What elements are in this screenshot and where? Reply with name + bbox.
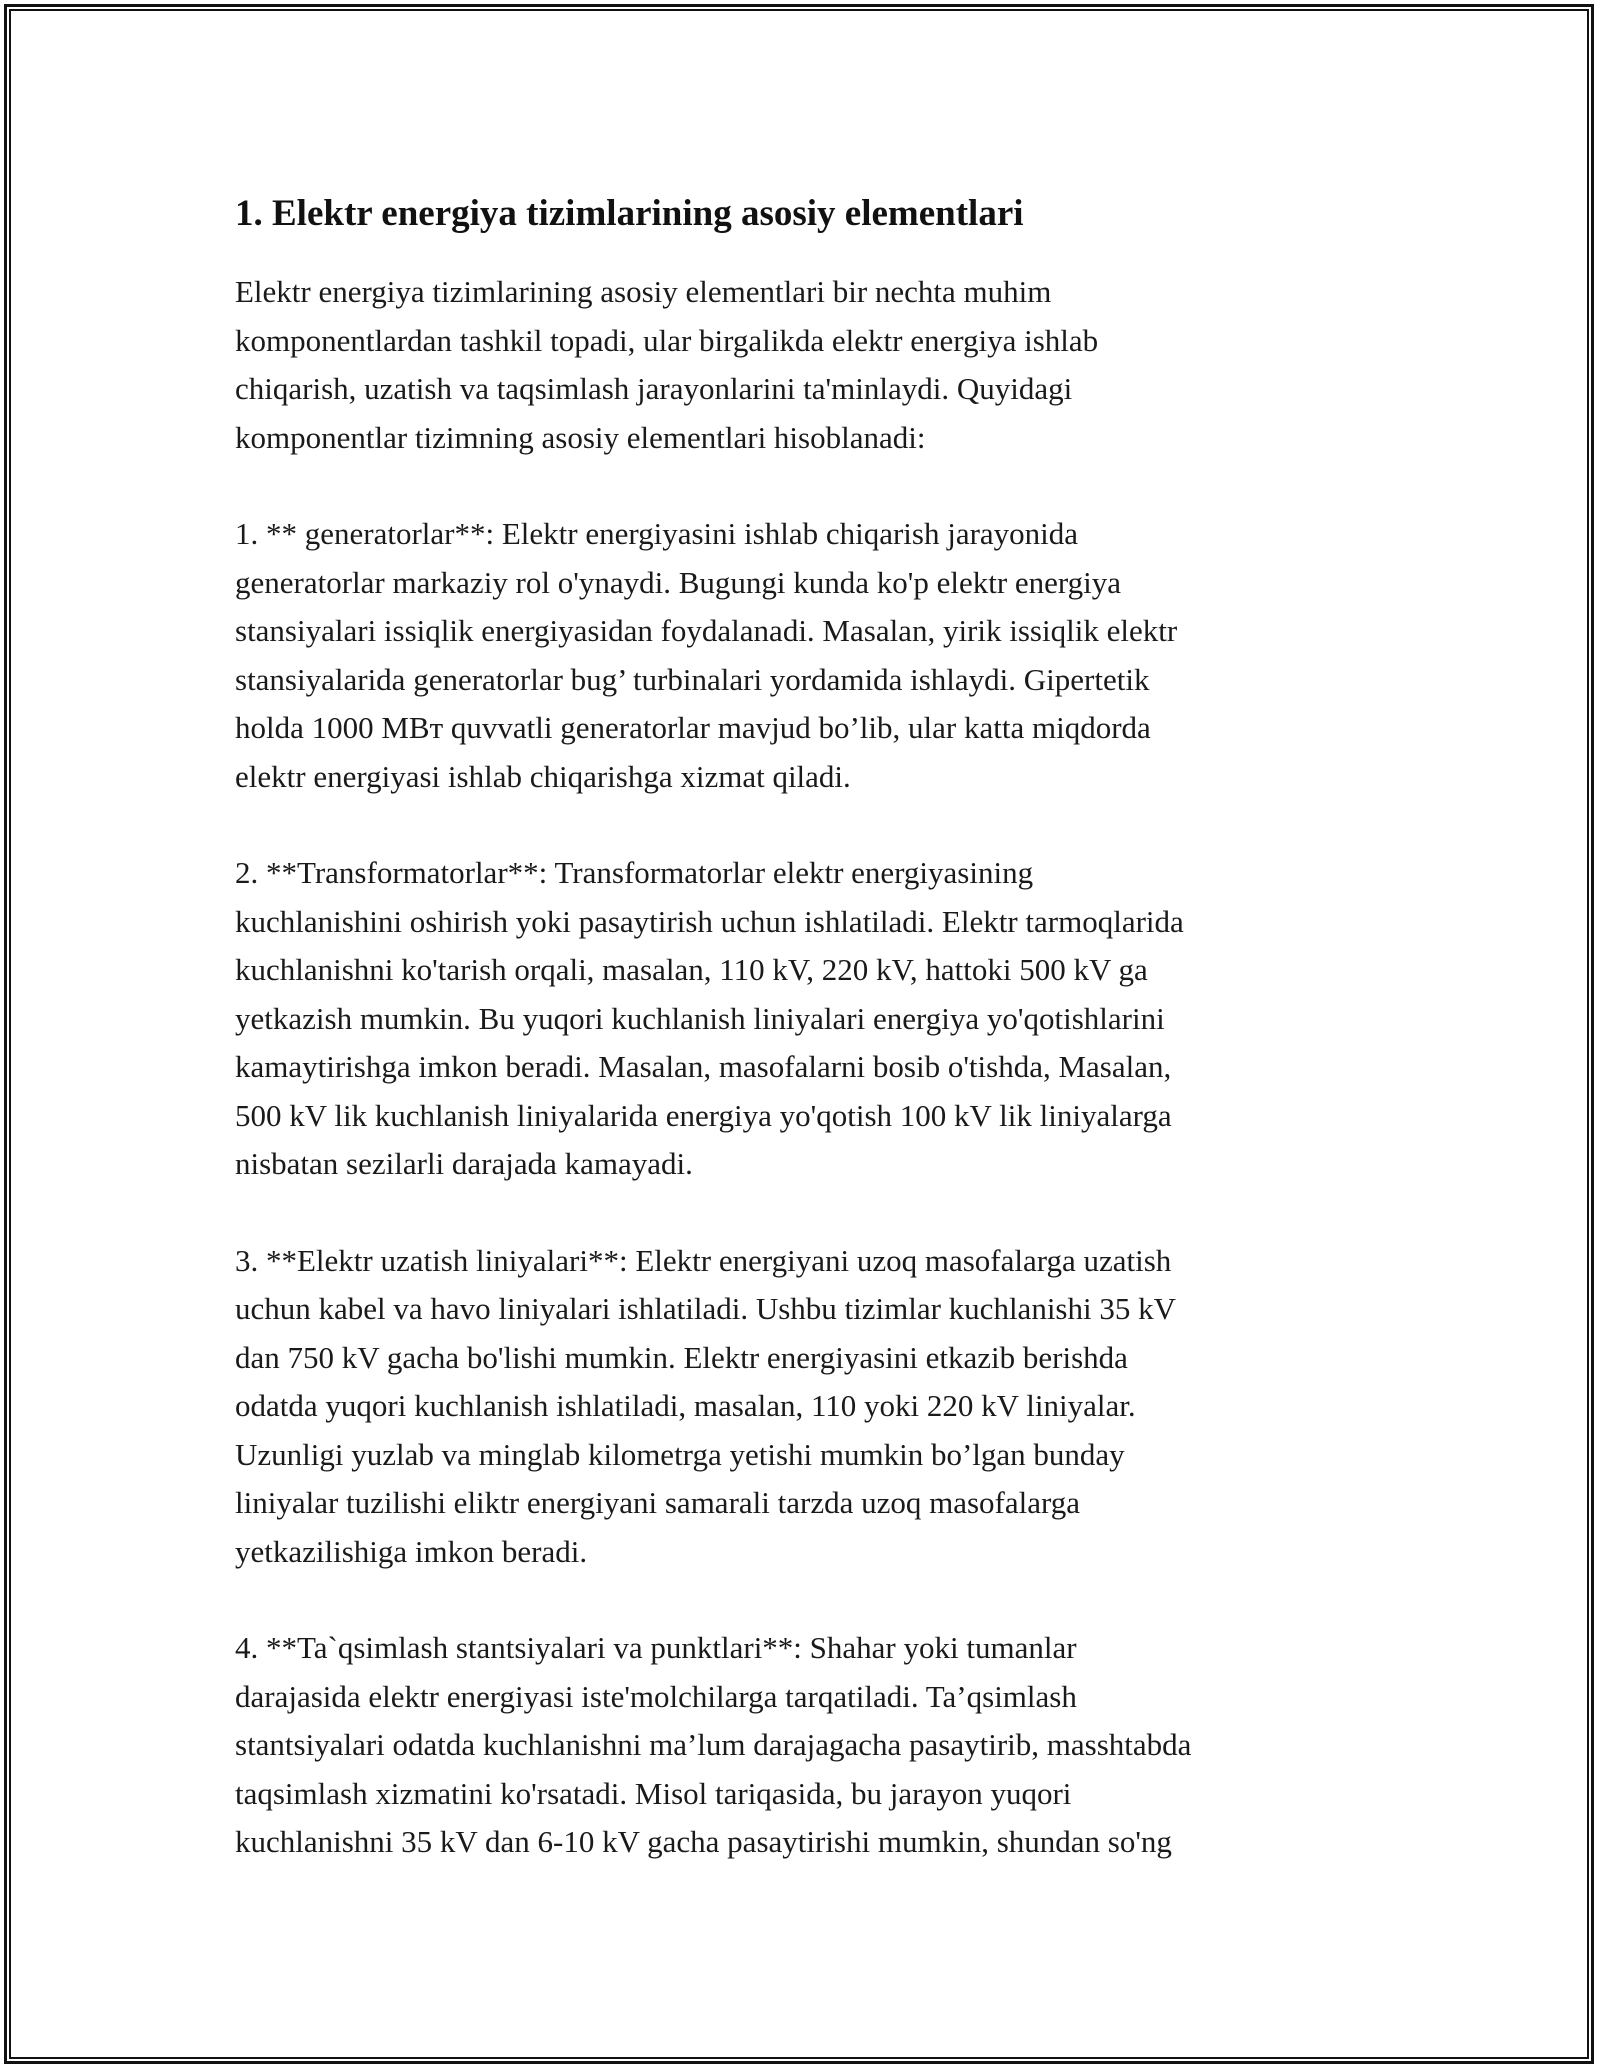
document-body bbox=[235, 186, 1375, 1915]
section-heading: 1. Elektr energiya tizimlarining asosiy elementlari bbox=[235, 193, 1024, 234]
intro-paragraph: Elektr energiya tizimlarining asosiy elementlari bir nechta muhim komponentlardan tashkil topadi, ular birgalikda elektr energiya ishlab chiqarish, uzatish va taqsimlash jarayonlarini ta'minlaydi. Quyidagi komponentlar tizimning asosiy elementlari hisoblanadi: bbox=[235, 274, 1099, 455]
transformers-paragraph: 2. **Transformatorlar**: Transformatorlar elektr energiyasining kuchlanishini oshirish yoki pasaytirish uchun ishlatiladi. Elektr tarmoqlarida kuchlanishni ko'tarish orqali, masalan, 110 kV, 220 kV, hattoki 500 kV ga yetkazish mumkin. Bu yuqori kuchlanish liniyalari energiya yo'qotishlarini kamaytirishga imkon beradi. Masalan, masofalarni bosib o'tishda, Masalan, 500 kV lik kuchlanish liniyalarida energiya yo'qotish 100 kV lik liniyalarga nisbatan sezilarli darajada kamayadi. bbox=[235, 855, 1184, 1181]
generators-paragraph: 1. ** generatorlar**: Elektr energiyasini ishlab chiqarish jarayonida generatorlar markaziy rol o'ynaydi. Bugungi kunda ko'p elektr energiya stansiyalari issiqlik energiyasidan foydalanadi. Masalan, yirik issiqlik elektr stansiyalarida generatorlar bug’ turbinalari yordamida ishlaydi. Gipertetik holda 1000 MBт quvvatli generatorlar mavjud bo’lib, ular katta miqdorda elektr energiyasi ishlab chiqarishga xizmat qiladi. bbox=[235, 516, 1178, 794]
transmission-lines-paragraph: 3. **Elektr uzatish liniyalari**: Elektr energiyani uzoq masofalarga uzatish uchun kabel va havo liniyalari ishlatiladi. Ushbu tizimlar kuchlanishi 35 kV dan 750 kV gacha bo'lishi mumkin. Elektr energiyasini etkazib berishda odatda yuqori kuchlanish ishlatiladi, masalan, 110 yoki 220 kV liniyalar. Uzunligi yuzlab va minglab kilometrga yetishi mumkin bo’lgan bunday liniyalar tuzilishi eliktr energiyani samarali tarzda uzoq masofalarga yetkazilishiga imkon beradi. bbox=[235, 1242, 1176, 1569]
distribution-stations-paragraph: 4. **Ta`qsimlash stantsiyalari va punktlari**: Shahar yoki tumanlar darajasida elektr energiyasi iste'molchilarga tarqatiladi. Ta’qsimlash stantsiyalari odatda kuchlanishni ma’lum darajagacha pasaytirib, masshtabda taqsimlash xizmatini ko'rsatadi. Misol tariqasida, bu jarayon yuqori kuchlanishni 35 kV dan 6-10 kV gacha pasaytirishi mumkin, shundan so'ng bbox=[235, 1630, 1192, 1859]
